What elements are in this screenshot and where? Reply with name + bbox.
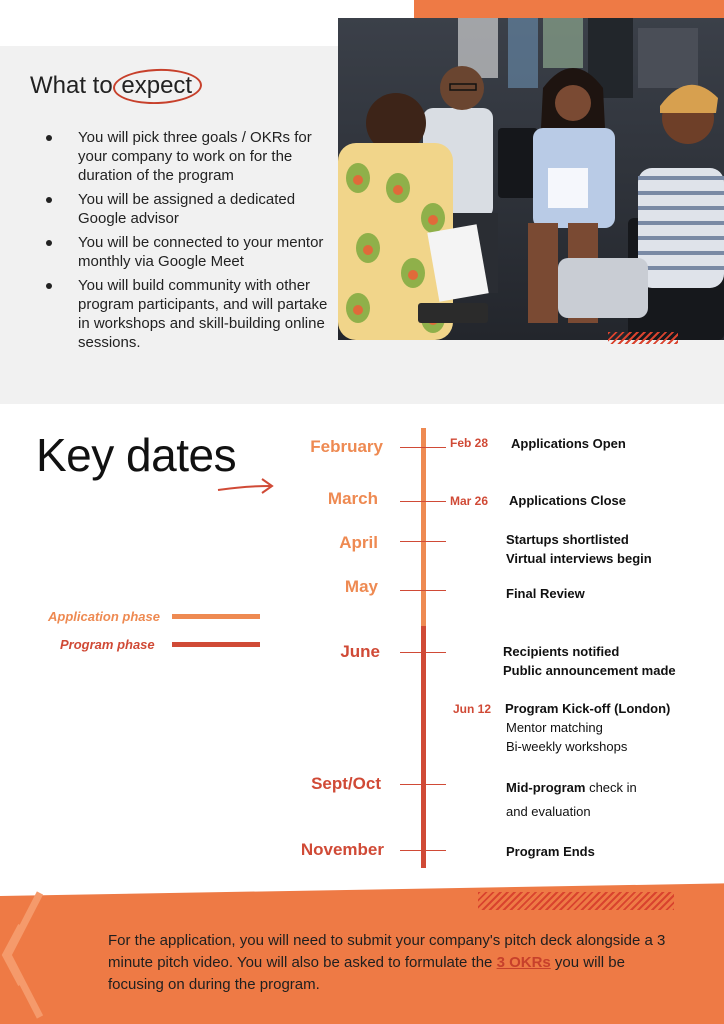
event-april [506,530,652,568]
timeline-tick [400,541,446,542]
month-april: April [339,533,378,552]
key-dates-title: Key dates [36,429,237,481]
list-item-text: You will be connected to your mentor monthly via Google Meet [78,234,324,270]
expect-title-highlight-text: expect [121,72,193,99]
timeline-tick [400,784,446,785]
event-applications-open [511,434,626,453]
date-jun-12: Jun 12 [453,702,492,716]
expect-title-prefix: What to [30,72,113,99]
event-text: Mid-program [506,780,586,795]
timeline-tick [400,501,446,502]
date-feb-28: Feb 28 [450,436,489,450]
list-item [46,276,336,352]
list-item [46,233,336,271]
timeline-application-phase [421,428,426,626]
expect-title-highlight [119,72,194,100]
date-mar-26: Mar 26 [450,494,489,508]
month-november: November [300,840,384,859]
event-final-review [506,584,585,603]
okrs-link[interactable]: 3 OKRs [496,954,551,971]
bullet-icon [46,197,52,203]
decorative-hatch-bottom [478,892,674,910]
participants-photo-illustration [338,18,724,340]
decorative-hatch-top [608,332,678,344]
list-item [46,128,336,185]
timeline-tick [400,447,446,448]
arrow-right-icon [216,476,276,496]
month-february: February [310,437,383,456]
event-text: Final Review [506,586,585,601]
legend-application-phase: Application phase [48,609,160,624]
bullet-icon [46,240,52,246]
month-june: June [340,642,380,661]
event-text: Startups shortlisted [506,532,629,547]
participants-photo [338,18,724,340]
timeline-program-phase [421,626,426,868]
chevron-left-decoration-icon [0,885,46,1024]
expect-title [30,72,194,100]
event-text: Mentor matching [506,720,603,735]
bullet-icon [46,135,52,141]
event-text: Program Ends [506,844,595,859]
event-mid-program [506,776,637,824]
event-text: Applications Close [509,493,627,508]
event-text: Virtual interviews begin [506,551,652,566]
month-sept-oct: Sept/Oct [311,774,381,793]
event-program-ends [506,842,595,861]
event-text: Program Kick-off (London) [505,701,671,716]
list-item-text: You will pick three goals / OKRs for your company to work on for the duration of the program [78,129,312,184]
timeline-tick [400,850,446,851]
legend-program-swatch [172,642,260,647]
event-text: and evaluation [506,804,591,819]
legend-program-phase: Program phase [60,637,155,652]
footer-text [108,930,668,996]
event-applications-close [509,491,626,510]
timeline-tick [400,590,446,591]
event-text: check in [585,780,637,795]
footer-text-part: you will be focusing on during the program. [108,954,625,993]
event-text: Public announcement made [503,663,676,678]
month-may: May [344,577,378,596]
legend-application-swatch [172,614,260,619]
month-march: March [327,489,378,508]
list-item-text: You will be assigned a dedicated Google advisor [78,191,296,227]
event-text: Applications Open [511,436,626,451]
event-text: Recipients notified [503,644,620,659]
event-program-kickoff [505,699,670,756]
expectations-list [46,128,336,357]
event-text: Bi-weekly workshops [506,739,628,754]
list-item [46,190,336,228]
bullet-icon [46,283,52,289]
event-june [503,642,676,680]
top-accent-bar [414,0,724,18]
footer-text-part: For the application, you will need to submit your company's pitch deck alongside a 3 minute pitch video. You will also be asked to formulate the [108,932,666,971]
list-item-text: You will build community with other program participants, and will partake in workshops and skill-building online sessions. [78,277,328,351]
timeline-tick [400,652,446,653]
